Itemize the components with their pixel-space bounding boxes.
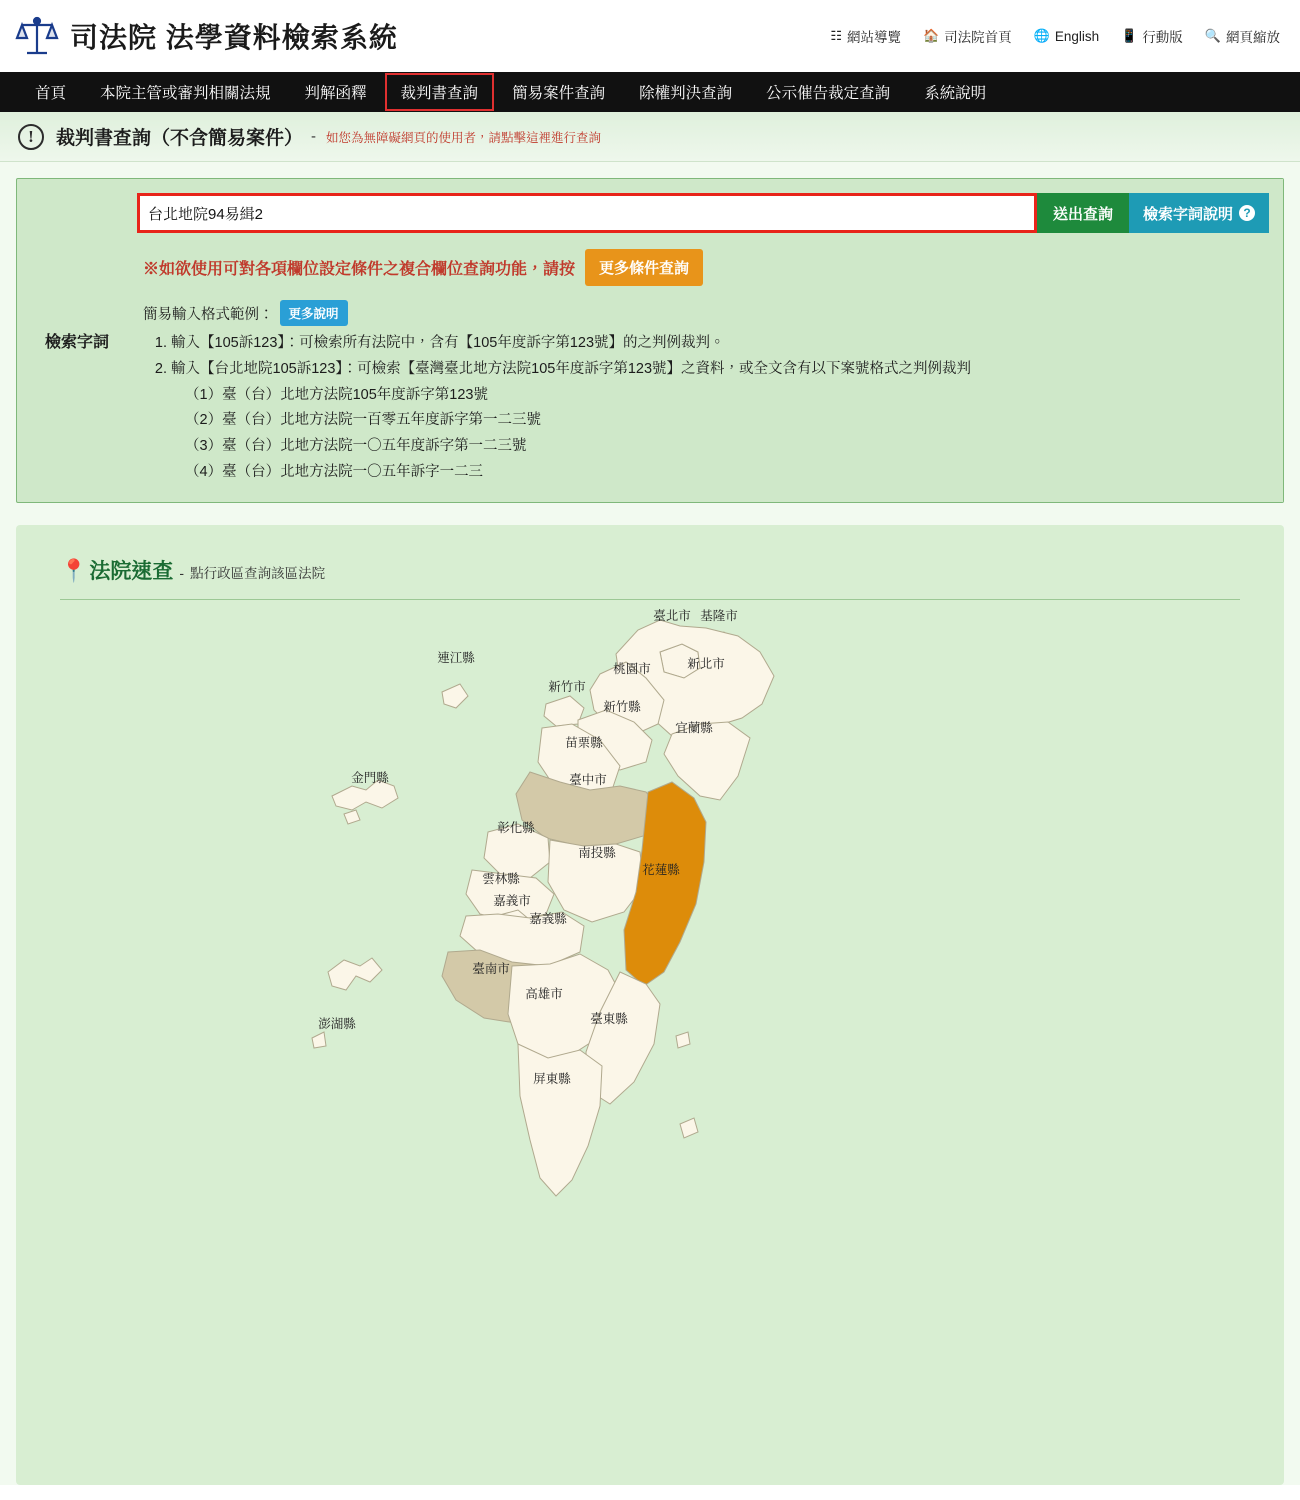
page-title: 司法院 法學資料檢索系統 (70, 22, 398, 53)
islet-orchid-island (680, 1118, 698, 1138)
county-kinmen-islet[interactable] (344, 810, 360, 824)
nav-label: 裁判書查詢 (400, 85, 479, 102)
county-pingtung[interactable] (518, 1044, 602, 1196)
notice-row (137, 249, 1269, 286)
nav-item-deprivation-judgment[interactable] (622, 72, 749, 112)
main-nav (0, 72, 1300, 112)
county-label-changhua: 彰化縣 (497, 820, 535, 835)
county-label-chiayi-city: 嘉義市 (493, 893, 531, 908)
county-label-yilan: 宜蘭縣 (675, 720, 713, 735)
nav-item-public-notice-ruling[interactable] (749, 72, 907, 112)
page-heading: 裁判書查詢（不含簡易案件） (56, 128, 304, 149)
format-example-label: 簡易輸入格式範例： (143, 306, 274, 323)
county-label-kaohsiung: 高雄市 (525, 986, 563, 1001)
map-heading: 法院速查 (89, 559, 174, 583)
map-subtitle: 點行政區查詢該區法院 (190, 565, 326, 581)
search-row (137, 193, 1269, 233)
county-label-tainan: 臺南市 (472, 961, 510, 976)
example-list (137, 333, 1269, 381)
top-link-label: English (1054, 28, 1100, 44)
county-label-taichung: 臺中市 (569, 772, 607, 787)
search-help-button[interactable] (1129, 193, 1269, 233)
search-help-label: 檢索字詞說明 (1142, 205, 1233, 223)
county-label-miaoli: 苗栗縣 (565, 735, 603, 750)
court-quick-lookup-panel (16, 525, 1284, 1485)
question-circle-icon: ? (1239, 205, 1255, 221)
top-link-label: 網頁縮放 (1226, 30, 1280, 45)
county-label-hualien: 花蓮縣 (642, 862, 680, 877)
search-panel-body (137, 179, 1283, 502)
county-label-newtaipei: 新北市 (687, 656, 725, 671)
search-input-wrapper (137, 193, 1037, 233)
list-item: （2）臺（台）北地方法院一百零五年度訴字第一二三號 (185, 412, 542, 429)
map-dash: - (179, 564, 185, 581)
nav-label: 簡易案件查詢 (512, 85, 606, 102)
list-item: 2. 輸入【台北地院105訴123】：可檢索【臺灣臺北地方法院105年度訴字第123號】之資料，或全文含有以下案號格式之判例裁判 (171, 359, 1269, 381)
sitemap-icon: ☷ (830, 28, 842, 43)
county-label-penghu: 澎湖縣 (318, 1016, 356, 1031)
scales-of-justice-icon (14, 13, 60, 59)
taiwan-map-svg (60, 600, 1240, 1430)
list-item: （3）臺（台）北地方法院一〇五年度訴字第一二三號 (185, 438, 527, 454)
nav-item-simple-case-search[interactable] (495, 72, 622, 112)
top-link-judicial-home[interactable] (923, 26, 1012, 46)
nav-item-judgment-search[interactable] (384, 72, 496, 112)
top-link-zoom[interactable] (1205, 26, 1280, 46)
globe-icon: 🌐 (1033, 28, 1050, 43)
nav-label: 首頁 (35, 85, 67, 102)
county-label-nantou: 南投縣 (578, 845, 616, 860)
search-panel-label: 檢索字詞 (44, 333, 109, 351)
search-panel (16, 178, 1284, 503)
nav-item-interpretations[interactable] (288, 72, 384, 112)
top-link-sitemap[interactable] (830, 26, 901, 46)
top-link-english[interactable] (1034, 28, 1099, 44)
submit-search-button[interactable]: 送出查詢 (1037, 193, 1129, 233)
county-label-pingtung: 屏東縣 (533, 1071, 571, 1086)
page-dash: - (311, 128, 317, 145)
top-link-bar (830, 26, 1286, 46)
sub-example-list (137, 385, 1269, 484)
site-header (0, 0, 1300, 72)
main-content (0, 162, 1300, 1485)
top-link-label: 司法院首頁 (944, 30, 1012, 45)
nav-item-regulations[interactable] (83, 72, 288, 112)
county-label-hsinchu: 新竹縣 (603, 699, 641, 714)
county-label-keelung: 基隆市 (700, 608, 738, 623)
nav-label: 除權判決查詢 (639, 85, 733, 102)
nav-item-home[interactable] (18, 72, 83, 112)
county-label-taitung: 臺東縣 (590, 1011, 628, 1026)
zoom-icon: 🔍 (1204, 28, 1221, 43)
county-label-taipei: 臺北市 (653, 608, 691, 623)
map-header (52, 555, 1248, 585)
list-item: （1）臺（台）北地方法院105年度訴字第123號 (185, 386, 488, 403)
county-label-hsinchu-city: 新竹市 (548, 679, 586, 694)
nav-label: 公示催告裁定查詢 (766, 85, 891, 102)
list-item: （4）臺（台）北地方法院一〇五年訴字一二三 (185, 463, 484, 480)
top-link-mobile[interactable] (1121, 26, 1183, 46)
county-label-kinmen: 金門縣 (351, 770, 389, 785)
islet-green-island (676, 1032, 690, 1048)
county-label-taoyuan: 桃園市 (613, 661, 651, 676)
nav-item-system-description[interactable] (907, 72, 1003, 112)
top-link-label: 網站導覽 (846, 30, 901, 45)
search-input[interactable] (140, 196, 1034, 230)
nav-label: 本院主管或審判相關法規 (100, 85, 271, 102)
home-icon: 🏠 (922, 28, 940, 43)
format-example-row (137, 300, 1269, 326)
county-kinmen[interactable] (332, 780, 398, 810)
county-nantou[interactable] (548, 840, 644, 922)
nav-label: 判解函釋 (304, 85, 367, 102)
county-label-chiayi: 嘉義縣 (529, 911, 567, 926)
logo-area[interactable] (14, 13, 398, 59)
county-penghu[interactable] (328, 958, 382, 990)
list-item: 1. 輸入【105訴123】：可檢索所有法院中，含有【105年度訴字第123號】的之判例裁判。 (171, 333, 1269, 355)
county-penghu-islet[interactable] (312, 1032, 326, 1048)
county-lienchiang[interactable] (442, 684, 468, 708)
nav-label: 系統說明 (924, 85, 987, 102)
accessibility-link[interactable]: 如您為無障礙網頁的使用者，請點擊這裡進行查詢 (326, 130, 602, 145)
top-link-label: 行動版 (1142, 30, 1183, 45)
more-description-button[interactable]: 更多說明 (280, 300, 348, 326)
map-pin-icon: 📍 (60, 557, 88, 583)
composite-search-notice: ※如欲使用可對各項欄位設定條件之複合欄位查詢功能，請按 (143, 261, 576, 278)
page-title-bar (0, 112, 1300, 162)
info-circle-icon: ! (18, 124, 44, 150)
county-label-yunlin: 雲林縣 (482, 871, 520, 886)
county-label-lienchiang: 連江縣 (437, 650, 475, 665)
taiwan-map (52, 600, 1248, 1440)
more-conditions-button[interactable]: 更多條件查詢 (585, 249, 703, 286)
mobile-icon: 📱 (1121, 28, 1138, 43)
